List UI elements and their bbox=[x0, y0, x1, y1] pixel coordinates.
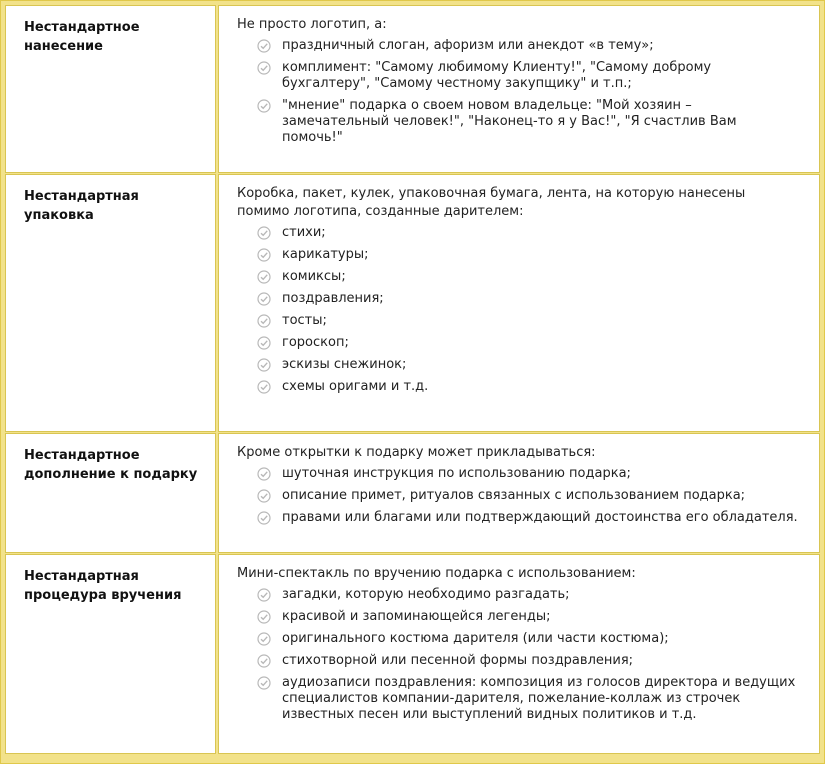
list-item bbox=[257, 38, 801, 54]
row-content bbox=[218, 174, 820, 432]
list-item bbox=[257, 225, 801, 241]
list-item bbox=[257, 291, 801, 307]
list-item-text: загадки, которую необходимо разгадать; bbox=[282, 587, 570, 602]
check-circle-icon bbox=[257, 248, 271, 262]
list-item-text: правами или благами или подтверждающий достоинства его обладателя. bbox=[282, 510, 798, 525]
item-list bbox=[237, 38, 801, 146]
row-intro: Мини-спектакль по вручению подарка с использованием: bbox=[237, 566, 636, 581]
list-item-text: оригинального костюма дарителя (или части костюма); bbox=[282, 631, 669, 646]
list-item-text: аудиозаписи поздравления: композиция из голосов директора и ведущих специалистов компании-дарителя, пожелание-коллаж из строчек известных песен или выступлений видных политиков и т.д. bbox=[282, 675, 796, 722]
list-item bbox=[257, 60, 801, 92]
list-item-text: схемы оригами и т.д. bbox=[282, 379, 429, 394]
list-item bbox=[257, 488, 801, 504]
list-item-text: эскизы снежинок; bbox=[282, 357, 407, 372]
list-item-text: праздничный слоган, афоризм или анекдот «в тему»; bbox=[282, 38, 654, 53]
table-row-2 bbox=[5, 433, 820, 553]
table-row-1 bbox=[5, 174, 820, 432]
list-item-text: гороскоп; bbox=[282, 335, 349, 350]
list-item bbox=[257, 609, 801, 625]
check-circle-icon bbox=[257, 336, 271, 350]
table-row-0 bbox=[5, 5, 820, 173]
check-circle-icon bbox=[257, 632, 271, 646]
list-item bbox=[257, 631, 801, 647]
list-item-text: карикатуры; bbox=[282, 247, 369, 262]
check-circle-icon bbox=[257, 39, 271, 53]
check-circle-icon bbox=[257, 588, 271, 602]
check-circle-icon bbox=[257, 226, 271, 240]
check-circle-icon bbox=[257, 511, 271, 525]
list-item bbox=[257, 357, 801, 373]
item-list bbox=[237, 587, 801, 723]
list-item-text: красивой и запоминающейся легенды; bbox=[282, 609, 551, 624]
row-label: Нестандартная процедура вручения bbox=[5, 554, 216, 754]
list-item-text: тосты; bbox=[282, 313, 327, 328]
list-item-text: шуточная инструкция по использованию подарка; bbox=[282, 466, 631, 481]
check-circle-icon bbox=[257, 292, 271, 306]
list-item bbox=[257, 510, 801, 526]
list-item bbox=[257, 313, 801, 329]
check-circle-icon bbox=[257, 467, 271, 481]
list-item bbox=[257, 466, 801, 482]
list-item bbox=[257, 269, 801, 285]
list-item bbox=[257, 335, 801, 351]
list-item-text: описание примет, ритуалов связанных с использованием подарка; bbox=[282, 488, 746, 503]
check-circle-icon bbox=[257, 380, 271, 394]
item-list bbox=[237, 225, 801, 395]
check-circle-icon bbox=[257, 489, 271, 503]
list-item bbox=[257, 247, 801, 263]
row-content bbox=[218, 5, 820, 173]
row-content bbox=[218, 554, 820, 754]
row-label: Нестандартное нанесение bbox=[5, 5, 216, 173]
row-intro: Коробка, пакет, кулек, упаковочная бумага, лента, на которую нанесены помимо логотипа, созданные дарителем: bbox=[237, 186, 746, 219]
table-row-3 bbox=[5, 554, 820, 754]
list-item-text: поздравления; bbox=[282, 291, 384, 306]
check-circle-icon bbox=[257, 358, 271, 372]
list-item bbox=[257, 98, 801, 146]
list-item bbox=[257, 379, 801, 395]
item-list bbox=[237, 466, 801, 526]
row-label: Нестандартное дополнение к подарку bbox=[5, 433, 216, 553]
check-circle-icon bbox=[257, 314, 271, 328]
list-item bbox=[257, 587, 801, 603]
check-circle-icon bbox=[257, 270, 271, 284]
check-circle-icon bbox=[257, 654, 271, 668]
check-circle-icon bbox=[257, 676, 271, 690]
row-content bbox=[218, 433, 820, 553]
check-circle-icon bbox=[257, 99, 271, 113]
row-intro: Кроме открытки к подарку может прикладываться: bbox=[237, 445, 596, 460]
list-item bbox=[257, 675, 801, 723]
row-label: Нестандартная упаковка bbox=[5, 174, 216, 432]
list-item bbox=[257, 653, 801, 669]
list-item-text: комиксы; bbox=[282, 269, 346, 284]
row-intro: Не просто логотип, а: bbox=[237, 17, 387, 32]
list-item-text: "мнение" подарка о своем новом владельце: "Мой хозяин – замечательный человек!", "Наконец-то я у Вас!", "Я счастлив Вам помочь!" bbox=[282, 98, 737, 145]
list-item-text: комплимент: "Самому любимому Клиенту!", "Самому доброму бухгалтеру", "Самому честному закупщику" и т.п.; bbox=[282, 60, 712, 91]
check-circle-icon bbox=[257, 61, 271, 75]
list-item-text: стихи; bbox=[282, 225, 326, 240]
list-item-text: стихотворной или песенной формы поздравления; bbox=[282, 653, 634, 668]
check-circle-icon bbox=[257, 610, 271, 624]
